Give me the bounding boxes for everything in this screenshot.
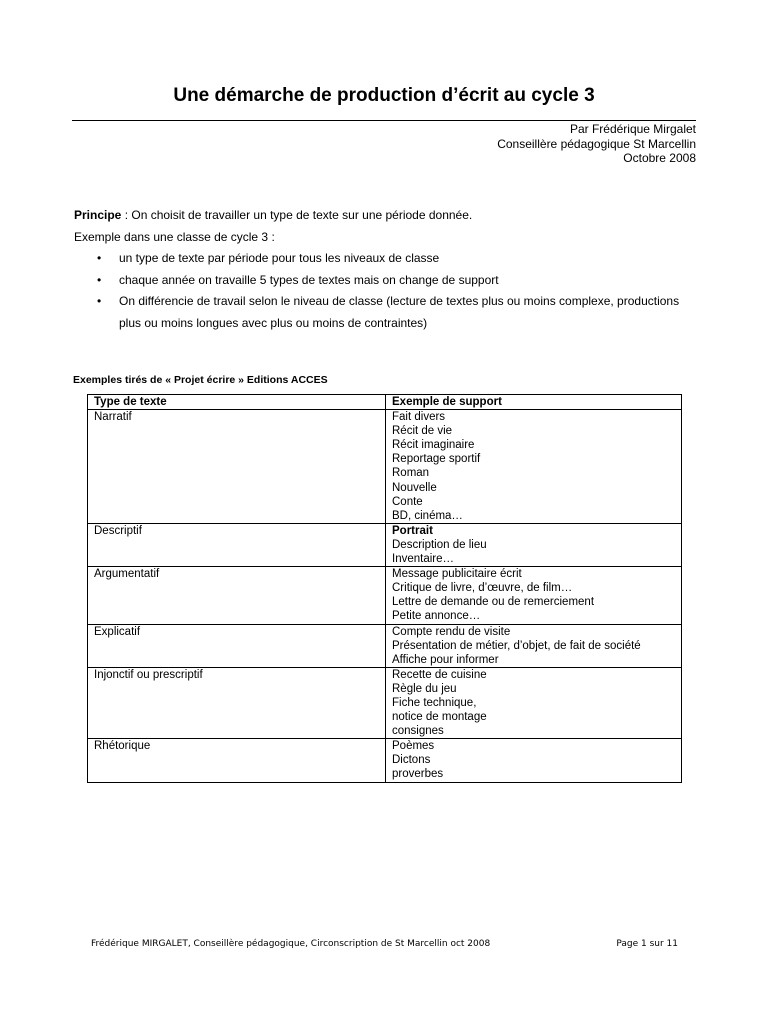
principle-bullet-list: [74, 248, 694, 334]
table-row: [88, 624, 682, 667]
table-row: [88, 667, 682, 738]
principle-label: Principe: [74, 208, 122, 222]
support-item: Petite annonce…: [392, 610, 481, 623]
bullet-item: [74, 270, 694, 292]
support-item: Dictons: [392, 754, 431, 767]
support-item: Inventaire…: [392, 553, 455, 566]
principle-paragraph: [74, 205, 694, 227]
text-type-cell: Injonctif ou prescriptif: [88, 667, 386, 738]
author-date: Octobre 2008: [623, 151, 696, 165]
support-item: BD, cinéma…: [392, 509, 463, 522]
support-item: Règle du jeu: [392, 682, 457, 695]
support-item: Description de lieu: [392, 538, 487, 551]
support-item: Affiche pour informer: [392, 653, 499, 666]
title-divider: [72, 120, 696, 121]
support-item: Compte rendu de visite: [392, 625, 511, 638]
support-item: Roman: [392, 467, 430, 480]
support-item: Portrait: [392, 524, 433, 537]
support-item: Lettre de demande ou de remerciement: [392, 596, 595, 609]
footer-credit: Frédérique MIRGALET, Conseillère pédagogique, Circonscription de St Marcellin oct 2008: [91, 939, 491, 949]
table-row: [88, 410, 682, 524]
support-item: Nouvelle: [392, 481, 437, 494]
text-type-cell: Explicatif: [88, 624, 386, 667]
bullet-text: On différencie de travail selon le niveau de classe (lecture de textes plus ou moins complexe, productions plus ou moins longues avec plus ou moins de contraintes): [119, 294, 680, 330]
bullet-item: [74, 291, 694, 334]
column-header-type: Type de texte: [88, 395, 386, 410]
table-row: [88, 739, 682, 782]
author-block: [497, 122, 696, 166]
support-item: Fiche technique,: [392, 696, 477, 709]
support-item: Conte: [392, 495, 423, 508]
column-header-support: Exemple de support: [386, 395, 682, 410]
support-item: Fait divers: [392, 411, 446, 424]
text-type-cell: Rhétorique: [88, 739, 386, 782]
support-cell: [386, 523, 682, 566]
text-type-cell: Narratif: [88, 410, 386, 524]
support-item: Message publicitaire écrit: [392, 568, 522, 581]
support-cell: [386, 624, 682, 667]
support-item: Poèmes: [392, 740, 435, 753]
support-item: consignes: [392, 725, 444, 738]
support-item: Critique de livre, d’œuvre, de film…: [392, 582, 573, 595]
support-cell: [386, 739, 682, 782]
support-item: Récit de vie: [392, 425, 453, 438]
text-type-cell: Argumentatif: [88, 567, 386, 624]
document-title: Une démarche de production d’écrit au cycle 3: [173, 85, 595, 106]
support-item: Récit imaginaire: [392, 439, 475, 452]
support-item: notice de montage: [392, 711, 487, 724]
page-number: Page 1 sur 11: [616, 939, 678, 949]
text-type-cell: Descriptif: [88, 523, 386, 566]
table-header-row: [88, 395, 682, 410]
principle-text: : On choisit de travailler un type de texte sur une période donnée.: [121, 208, 473, 222]
support-item: Reportage sportif: [392, 453, 481, 466]
bullet-text: un type de texte par période pour tous les niveaux de classe: [119, 251, 440, 265]
principle-section: [74, 205, 694, 334]
bullet-icon: •: [97, 251, 102, 265]
support-cell: [386, 410, 682, 524]
support-cell: [386, 667, 682, 738]
bullet-icon: •: [97, 272, 102, 287]
bullet-icon: •: [97, 294, 102, 308]
support-item: Présentation de métier, d’objet, de fait de société: [392, 639, 641, 652]
bullet-item: [74, 248, 694, 270]
table-caption: Exemples tirés de « Projet écrire » Editions ACCES: [73, 374, 328, 386]
support-item: Recette de cuisine: [392, 668, 487, 681]
example-intro: Exemple dans une classe de cycle 3 :: [74, 229, 275, 244]
support-item: proverbes: [392, 768, 444, 781]
table-row: [88, 523, 682, 566]
bullet-text: chaque année on travaille 5 types de textes mais on change de support: [119, 272, 499, 287]
text-types-table: [87, 394, 682, 783]
table-row: [88, 567, 682, 624]
support-cell: [386, 567, 682, 624]
author-name: Par Frédérique Mirgalet: [569, 122, 696, 136]
author-role: Conseillère pédagogique St Marcellin: [497, 136, 696, 151]
